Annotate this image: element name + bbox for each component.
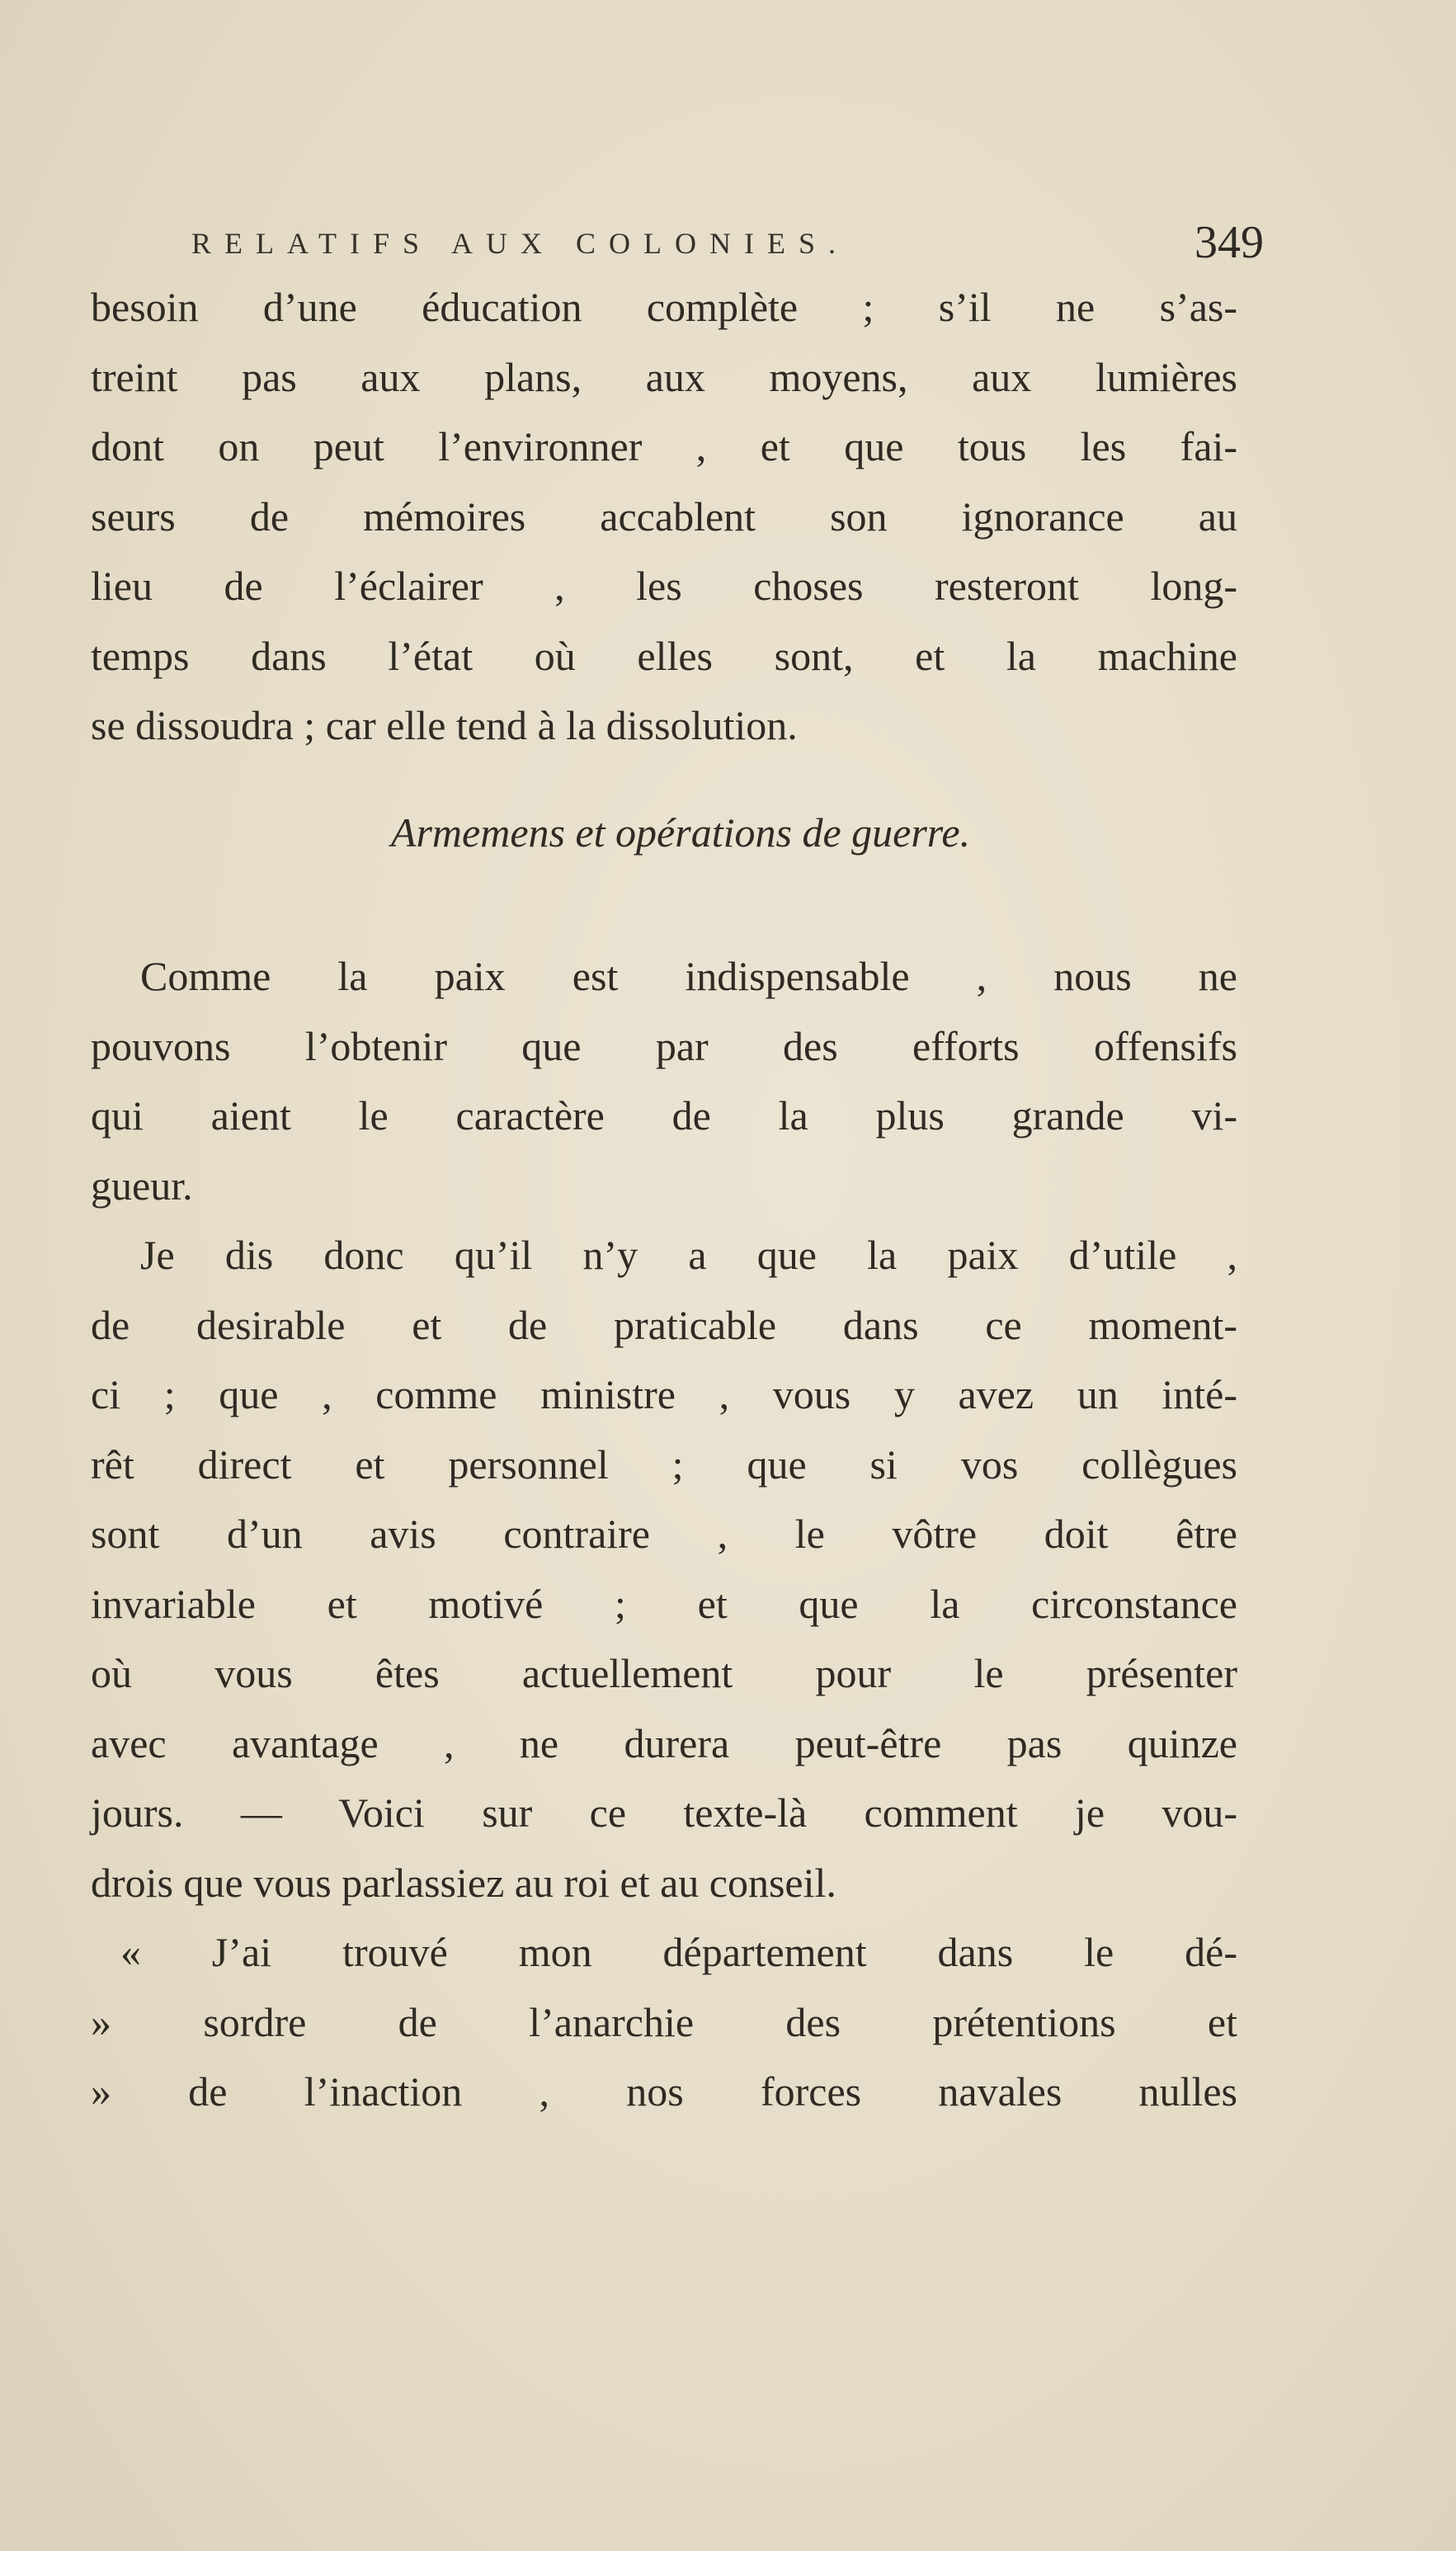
text-line: de desirable et de praticable dans ce moment- [91, 1301, 1237, 1348]
quote-line: » sordre de l’anarchie des prétentions et [91, 1998, 1237, 2045]
text-line: seurs de mémoires accablent son ignorance au [91, 493, 1237, 540]
running-head [191, 216, 1264, 274]
quotation [91, 1917, 1237, 2127]
text-line: invariable et motivé ; et que la circonstance [91, 1580, 1237, 1627]
text-line: Je dis donc qu’il n’y a que la paix d’utile , [140, 1232, 1237, 1278]
text-line: temps dans l’état où elles sont, et la machine [91, 632, 1237, 679]
text-line: se dissoudra ; car elle tend à la dissolution. [91, 702, 798, 748]
text-line: jours. — Voici sur ce texte-là comment je vou- [91, 1789, 1237, 1836]
quote-line: « J’ai trouvé mon département dans le dé- [120, 1929, 1237, 1975]
text-line: rêt direct et personnel ; que si vos collègues [91, 1441, 1237, 1488]
quote-line: » de l’inaction , nos forces navales nulles [91, 2068, 1237, 2115]
text-line: où vous êtes actuellement pour le présenter [91, 1650, 1237, 1696]
text-line: treint pas aux plans, aux moyens, aux lumières [91, 353, 1237, 400]
text-line: avec avantage , ne durera peut-être pas quinze [91, 1719, 1237, 1766]
text-line: sont d’un avis contraire , le vôtre doit être [91, 1511, 1237, 1557]
text-line: drois que vous parlassiez au roi et au conseil. [91, 1859, 836, 1906]
running-title: RELATIFS AUX COLONIES. [191, 227, 850, 260]
page-number: 349 [1194, 217, 1264, 268]
paragraph-1 [91, 272, 1237, 761]
text-line: besoin d’une éducation complète ; s’il ne s’as- [91, 284, 1237, 330]
section-heading: Armemens et opérations de guerre. [390, 809, 971, 856]
paragraph-2 [91, 941, 1237, 1220]
text-line: pouvons l’obtenir que par des efforts offensifs [91, 1022, 1237, 1069]
text-block [91, 272, 1237, 2127]
text-line: Comme la paix est indispensable , nous ne [140, 953, 1237, 999]
text-line: ci ; que , comme ministre , vous y avez un inté- [91, 1371, 1237, 1417]
text-line: gueur. [91, 1162, 193, 1209]
text-line: dont on peut l’environner , et que tous les fai- [91, 423, 1237, 469]
paragraph-3 [91, 1220, 1237, 1917]
text-line: lieu de l’éclairer , les choses resteront long- [91, 563, 1237, 609]
text-line: qui aient le caractère de la plus grande vi- [91, 1092, 1237, 1139]
